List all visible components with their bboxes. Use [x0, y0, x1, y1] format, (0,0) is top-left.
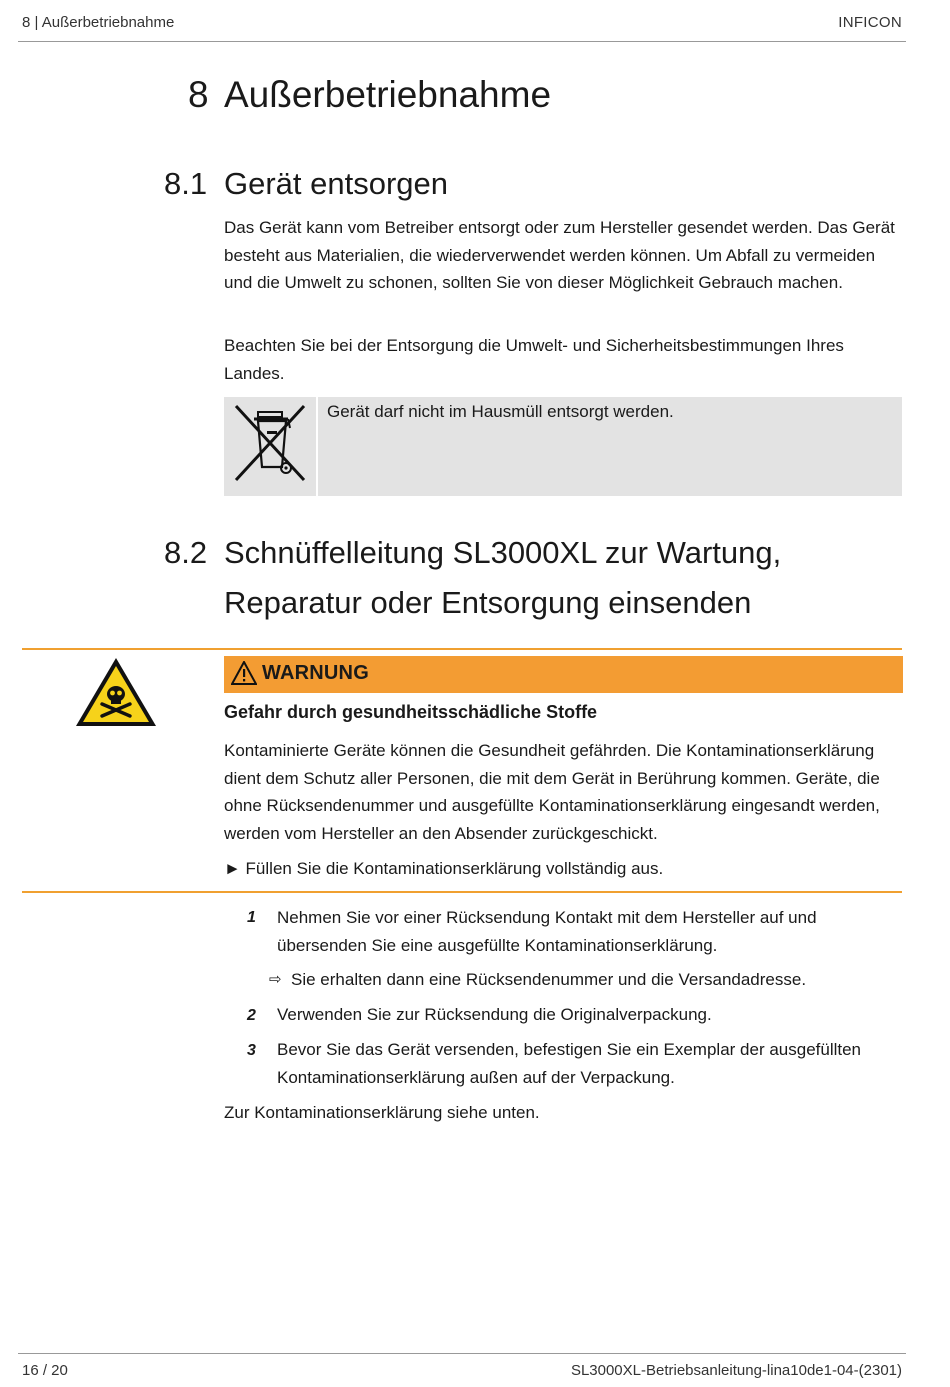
step-text: Nehmen Sie vor einer Rücksendung Kontakt mit dem Hersteller auf und übersenden Sie eine ausgefüllte Kontaminationserklärung.	[277, 908, 817, 955]
document-id: SL3000XL-Betriebsanleitung-lina10de1-04-(2301)	[570, 1362, 902, 1379]
toxic-hazard-icon	[74, 656, 158, 728]
step-result: Sie erhalten dann eine Rücksendenummer und die Versandadresse.	[291, 970, 807, 989]
closing-note: Zur Kontaminationserklärung siehe unten.	[224, 1103, 540, 1122]
chapter-number: 8	[188, 74, 209, 115]
step-number: 1	[247, 909, 256, 926]
disposal-paragraph-2: Beachten Sie bei der Entsorgung die Umwelt- und Sicherheitsbestimmungen Ihres Landes.	[224, 336, 844, 383]
warning-bottom-rule	[22, 891, 902, 893]
step-text: Verwenden Sie zur Rücksendung die Originalverpackung.	[277, 1005, 712, 1024]
disposal-icon-cell	[224, 397, 318, 496]
header-divider	[18, 41, 906, 42]
warning-action: ► Füllen Sie die Kontaminationserklärung vollständig aus.	[224, 859, 664, 878]
header-section-label: 8 | Außerbetriebnahme	[22, 14, 175, 31]
warning-hazard-sign	[74, 656, 158, 728]
section-heading-8-2	[0, 528, 950, 628]
crossed-out-wheelie-bin-icon	[224, 397, 316, 496]
warning-triangle-icon	[231, 661, 257, 685]
header-brand: INFICON	[838, 14, 902, 31]
section-title-line-2: Reparatur oder Entsorgung einsenden	[224, 585, 752, 620]
step-text: Bevor Sie das Gerät versenden, befestigen Sie ein Exemplar der ausgefüllten Kontaminationserklärung außen auf der Verpackung.	[277, 1040, 862, 1087]
footer-divider	[18, 1353, 906, 1354]
step-number: 2	[247, 1007, 256, 1024]
section-number: 8.2	[164, 535, 208, 570]
disposal-note-text: Gerät darf nicht im Hausmüll entsorgt werden.	[327, 402, 674, 421]
result-arrow-icon: ⇨	[269, 971, 282, 988]
section-title-line-1: Schnüffelleitung SL3000XL zur Wartung,	[224, 535, 782, 570]
warning-label: WARNUNG	[262, 662, 369, 684]
page-number: 16 / 20	[22, 1362, 68, 1379]
step-number: 3	[247, 1042, 256, 1059]
warning-subtitle: Gefahr durch gesundheitsschädliche Stoffe	[224, 702, 598, 722]
warning-banner	[224, 656, 903, 693]
chapter-title: Außerbetriebnahme	[224, 74, 552, 115]
warning-top-rule	[22, 648, 902, 650]
chapter-heading	[0, 74, 950, 120]
section-number: 8.1	[164, 166, 208, 201]
section-title: Gerät entsorgen	[224, 166, 449, 201]
disposal-note-box	[224, 397, 902, 496]
warning-body: Kontaminierte Geräte können die Gesundheit gefährden. Die Kontaminationserklärung dient dem Schutz aller Personen, die mit dem Gerät in Berührung kommen. Geräte, die ohne Rücksendenummer und ausgefüllte Kontaminationserklärung eingesandt werden, werden vom Hersteller an den Absender zurückgeschickt.	[224, 741, 880, 843]
disposal-paragraph-1: Das Gerät kann vom Betreiber entsorgt oder zum Hersteller gesendet werden. Das Gerät besteht aus Materialien, die wiederverwendet werden können. Um Abfall zu vermeiden und die Umwelt zu schonen, sollten Sie von dieser Möglichkeit Gebrauch machen.	[224, 218, 895, 292]
section-heading-8-1	[0, 159, 950, 209]
